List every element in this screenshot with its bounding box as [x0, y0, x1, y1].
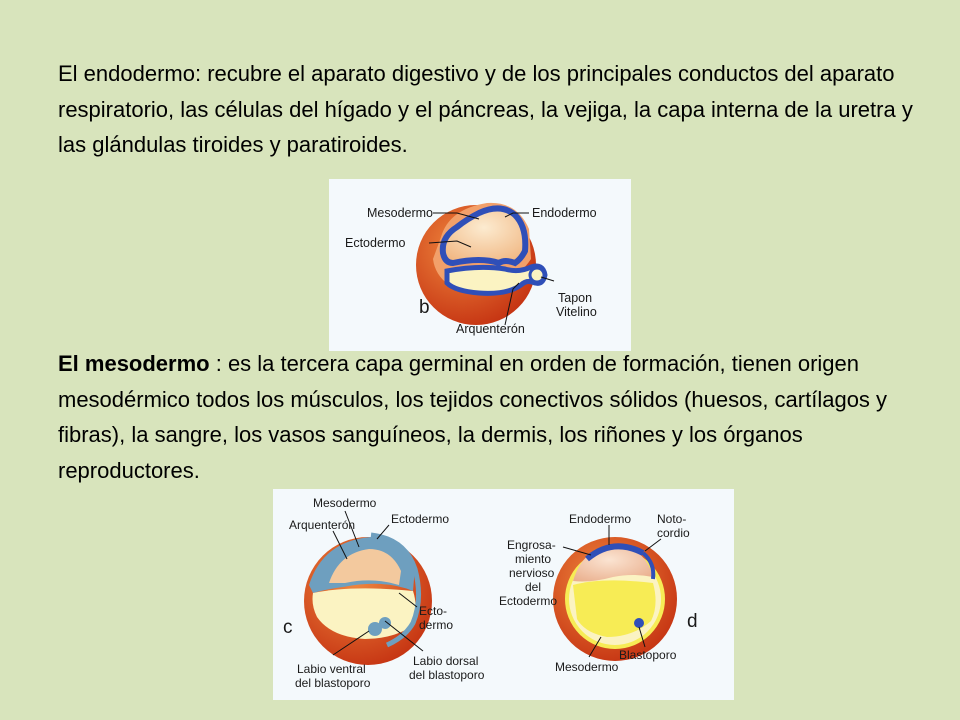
endodermo-text: recubre el aparato digestivo y de los principales conductos del aparato respiratorio, las células del hígado y el páncreas, la vejiga, la capa interna de la uretra y las glándulas tiroides y paratiroides. [58, 61, 913, 157]
label-d-ectodermo: Ectodermo [499, 594, 558, 608]
label-c-dermo: dermo [419, 618, 454, 632]
figure-cd-mesodermo-diagram [273, 489, 734, 700]
label-b-arquenteron: Arquenterón [456, 322, 525, 336]
label-b-mesodermo: Mesodermo [367, 206, 433, 220]
label-d-endodermo: Endodermo [569, 512, 632, 526]
figure-c-letter: c [283, 617, 293, 638]
mesodermo-paragraph [58, 346, 918, 488]
label-c-labio-dorsal-1: Labio dorsal [413, 654, 479, 668]
label-c-labio-dorsal-2: del blastoporo [409, 668, 485, 682]
label-d-cordio: cordio [657, 526, 690, 540]
label-c-ectodermo: Ectodermo [391, 512, 450, 526]
label-d-blastoporo: Blastoporo [619, 648, 677, 662]
label-c-ecto: Ecto- [419, 604, 448, 618]
embryo-b-tapon [530, 268, 544, 282]
label-d-engrosa: Engrosa- [507, 538, 556, 552]
figure-d-letter: d [687, 611, 698, 632]
endodermo-term: El endodermo: [58, 61, 202, 86]
label-c-arquenteron: Arquenterón [289, 518, 356, 532]
label-b-endodermo: Endodermo [532, 206, 597, 220]
label-d-nervioso: nervioso [509, 566, 555, 580]
mesodermo-text: : es la tercera capa germinal en orden de formación, tienen origen mesodérmico todos los músculos, los tejidos conectivos sólidos (huesos, cartílagos y fibras), la sangre, los vasos sanguíneos, la dermis, los riñones y los órganos reproductores. [58, 351, 888, 483]
label-c-labio-ventral-1: Labio ventral [297, 662, 366, 676]
figure-b-endodermo-diagram [329, 179, 631, 351]
mesodermo-term: El mesodermo [58, 351, 210, 376]
label-d-miento: miento [515, 552, 552, 566]
endodermo-paragraph [58, 56, 918, 163]
label-c-labio-ventral-2: del blastoporo [295, 676, 371, 690]
label-d-del: del [525, 580, 542, 594]
embryo-c [304, 535, 432, 665]
label-b-vitelino: Vitelino [556, 305, 597, 319]
embryo-d [553, 537, 677, 661]
label-d-noto: Noto- [657, 512, 687, 526]
label-c-mesodermo: Mesodermo [313, 496, 377, 510]
label-b-ectodermo: Ectodermo [345, 236, 406, 250]
figure-b-letter: b [419, 297, 430, 318]
label-b-tapon: Tapon [558, 291, 593, 305]
label-d-mesodermo: Mesodermo [555, 660, 619, 674]
